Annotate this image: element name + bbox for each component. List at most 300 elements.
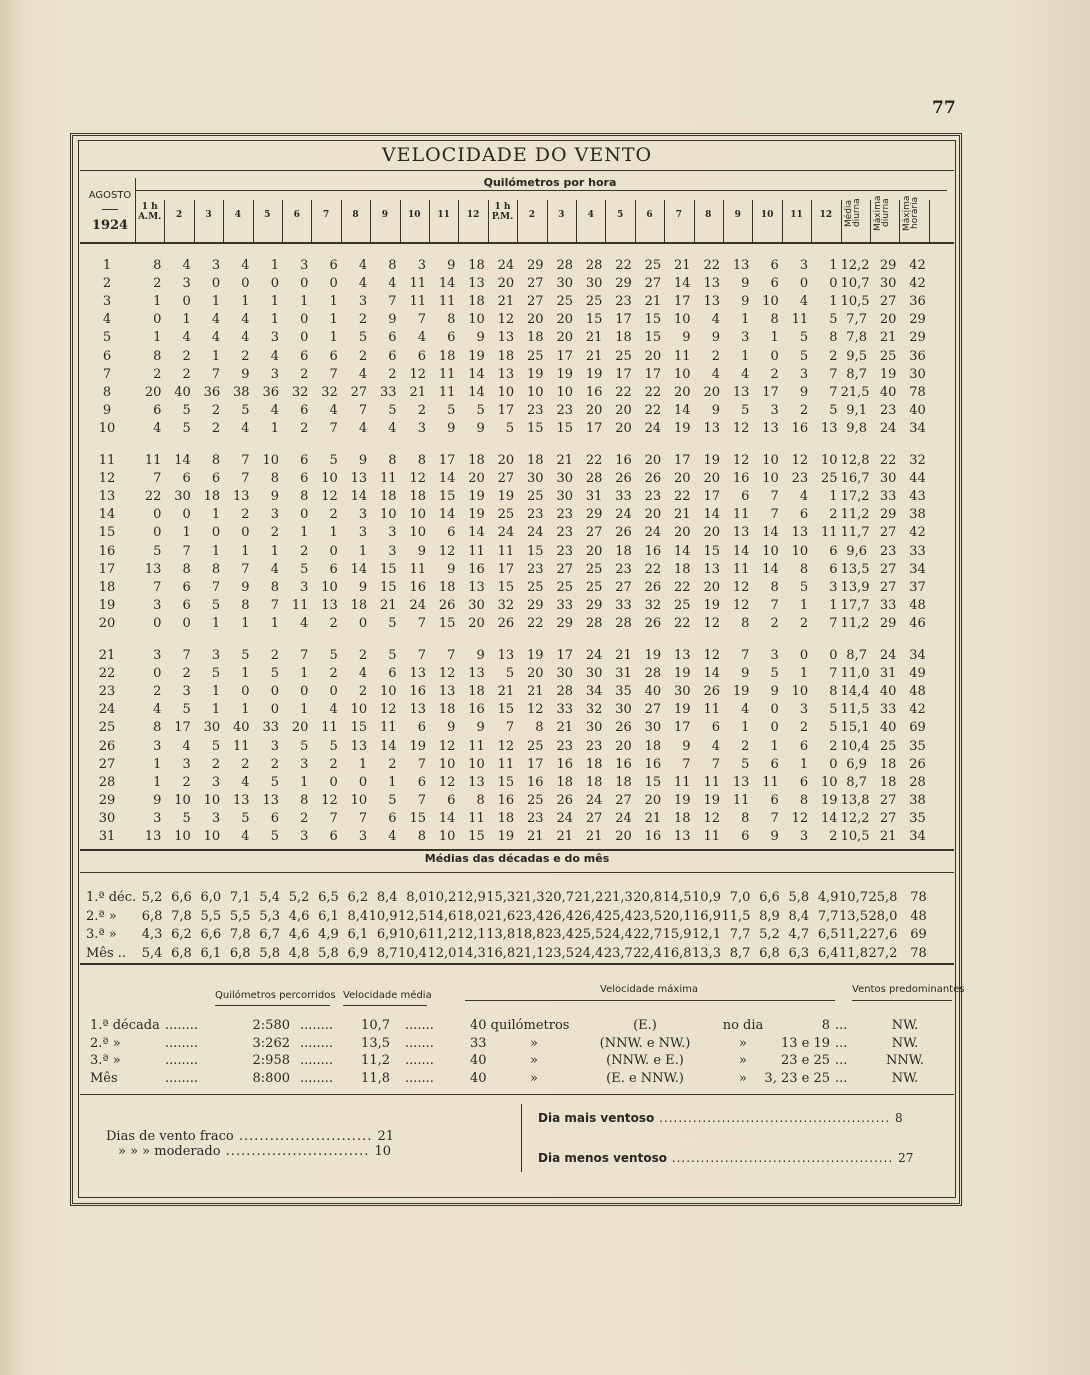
value-cell: 5 [799, 348, 809, 364]
value-cell: 22 [615, 258, 632, 273]
day-number: 17 [98, 561, 116, 577]
value-cell: 28 [585, 258, 603, 273]
value-cell: 2 [300, 366, 309, 382]
value-cell: 23 [556, 402, 573, 418]
value-cell: 13,5 [840, 561, 870, 577]
value-cell: 19 [585, 366, 603, 382]
value-cell: 13 [703, 420, 720, 436]
value-cell: 8 [770, 579, 779, 595]
value-cell: 7 [241, 453, 250, 468]
value-cell: 33 [909, 543, 926, 559]
day-number: 12 [98, 471, 116, 487]
value-cell: 3 [211, 774, 221, 790]
value-cell: 13 [703, 276, 720, 292]
hour-header: 5 [264, 210, 271, 220]
value-cell: 4 [388, 276, 397, 292]
value-cell: 1 [829, 597, 838, 613]
value-cell: 1 [741, 720, 750, 736]
value-cell: 4 [182, 258, 191, 273]
value-cell: 25 [674, 597, 691, 613]
value-cell: 13 [468, 579, 485, 595]
value-cell: 18 [674, 810, 691, 826]
leader-dots: ........ [165, 1018, 199, 1033]
value-cell: 19 [468, 489, 485, 505]
value-cell: 5 [829, 702, 838, 718]
value-cell: 5 [388, 792, 397, 808]
column-rule [841, 200, 842, 242]
value-cell: 26 [644, 471, 662, 487]
value-cell: 18 [468, 294, 485, 310]
value-cell: 7 [770, 507, 779, 523]
means-cell: 26,4 [545, 908, 574, 924]
means-cell: 5,2 [759, 927, 780, 942]
value-cell: 1 [270, 312, 279, 328]
value-cell: 10 [174, 792, 191, 808]
value-cell: 8 [829, 684, 838, 700]
value-cell: 10,7 [840, 276, 870, 292]
column-rule [253, 200, 254, 242]
leader-dots: ........ [300, 1070, 334, 1086]
value-cell: 20 [674, 525, 691, 541]
value-cell: 29 [909, 312, 926, 328]
value-cell: 7 [711, 756, 720, 772]
value-cell: 4 [358, 420, 368, 436]
value-cell: 1 [270, 294, 279, 310]
value-cell: 21 [497, 684, 515, 700]
value-cell: 9 [682, 738, 691, 754]
value-cell: 19 [674, 666, 691, 682]
means-cell: 5,8 [788, 890, 810, 905]
value-cell: 20 [703, 525, 720, 541]
summary-pred: NNW. [886, 1053, 924, 1068]
value-cell: 12 [732, 597, 750, 613]
column-rule [547, 200, 548, 242]
value-cell: 8 [388, 258, 397, 273]
value-cell: 17 [674, 294, 691, 310]
value-cell: 19 [732, 684, 750, 700]
value-cell: 12 [321, 489, 338, 505]
value-cell: 15 [497, 774, 515, 790]
value-cell: 2 [300, 543, 309, 559]
means-cell: 10,9 [368, 908, 398, 924]
value-cell: 6 [300, 471, 309, 487]
value-cell: 7 [417, 312, 426, 328]
day-number: 27 [98, 756, 116, 772]
value-cell: 21 [674, 258, 691, 273]
value-cell: 7 [417, 648, 426, 663]
value-cell: 18 [674, 561, 691, 577]
value-cell: 11,5 [840, 702, 870, 718]
hour-header: 6 [646, 210, 653, 220]
value-cell: 29 [879, 615, 897, 631]
means-cell: 14,3 [456, 945, 486, 961]
value-cell: 34 [909, 561, 926, 577]
ditto-mark: » [530, 1035, 538, 1051]
value-cell: 6 [329, 258, 338, 273]
value-cell: 4 [241, 829, 250, 844]
value-cell: 1 [270, 543, 279, 559]
means-cell: 6,8 [759, 945, 780, 961]
value-cell: 8 [388, 453, 397, 468]
value-cell: 27 [644, 702, 662, 718]
value-cell: 1 [741, 348, 750, 364]
value-cell: 3 [770, 402, 779, 418]
value-cell: 2 [829, 507, 838, 523]
value-cell: 14 [350, 561, 368, 577]
value-cell: 16,7 [840, 471, 870, 487]
value-cell: 2 [270, 525, 279, 541]
value-cell: 21,5 [840, 384, 870, 400]
means-cell: 21,1 [515, 945, 545, 961]
value-cell: 6 [388, 330, 397, 346]
value-cell: 26 [644, 579, 662, 595]
units-header: Quilómetros por hora [483, 176, 617, 189]
value-cell: 43 [909, 489, 926, 505]
value-cell: 3 [182, 756, 191, 772]
summary-pred: NW. [891, 1018, 919, 1033]
value-cell: 33 [615, 597, 632, 613]
value-cell: 6 [300, 402, 309, 418]
value-cell: 25 [615, 348, 632, 364]
value-cell: 1 [241, 615, 250, 631]
footer-rule [80, 1094, 954, 1095]
value-cell: 5 [211, 738, 221, 754]
value-cell: 3 [300, 756, 309, 772]
value-cell: 5 [770, 666, 779, 682]
value-cell: 7 [770, 597, 779, 613]
day-number: 4 [102, 312, 112, 328]
value-cell: 8 [300, 792, 309, 808]
column-rule [458, 200, 459, 242]
value-cell: 15 [497, 702, 515, 718]
value-cell: 23 [879, 402, 897, 418]
value-cell: 0 [770, 720, 779, 736]
means-cell: 7,8 [229, 927, 251, 942]
value-cell: 0 [799, 648, 809, 663]
value-cell: 23 [556, 507, 573, 523]
value-cell: 6 [388, 666, 397, 682]
value-cell: 17 [674, 720, 691, 736]
value-cell: 18 [497, 348, 515, 364]
value-cell: 6 [829, 561, 838, 577]
means-cell: 6,4 [817, 945, 839, 961]
value-cell: 8 [211, 453, 221, 468]
value-cell: 38 [909, 507, 926, 523]
value-cell: 6 [300, 348, 309, 364]
value-cell: 2 [417, 402, 426, 418]
value-cell: 6 [417, 348, 426, 364]
day-number: 8 [102, 384, 112, 400]
value-cell: 13 [350, 738, 368, 754]
value-cell: 2 [153, 276, 162, 292]
value-cell: 10 [350, 702, 368, 718]
means-cell: 7,7 [817, 908, 839, 924]
value-cell: 3 [741, 330, 750, 346]
value-cell: 14 [174, 453, 191, 468]
value-cell: 26 [615, 471, 632, 487]
means-cell: 21,3 [603, 890, 633, 905]
value-cell: 11 [438, 294, 456, 310]
value-cell: 6 [447, 330, 456, 346]
value-cell: 28 [615, 615, 632, 631]
value-cell: 2 [300, 420, 309, 436]
value-cell: 4 [358, 258, 368, 273]
value-cell: 3 [182, 276, 191, 292]
value-cell: 0 [182, 615, 191, 631]
value-cell: 8 [799, 561, 809, 577]
value-cell: 14 [438, 471, 456, 487]
value-cell: 20 [144, 384, 162, 400]
value-cell: 3 [358, 294, 368, 310]
value-cell: 13 [438, 684, 456, 700]
value-cell: 22 [615, 384, 632, 400]
value-cell: 28 [644, 666, 662, 682]
value-cell: 24 [556, 810, 573, 826]
value-cell: 20 [615, 420, 632, 436]
value-cell: 4 [388, 829, 397, 844]
value-cell: 28 [556, 684, 573, 700]
value-cell: 6 [829, 543, 838, 559]
value-cell: 16 [615, 756, 632, 772]
value-cell: 25 [585, 561, 603, 577]
stat-header: Média diurna [843, 198, 862, 228]
value-cell: 7 [241, 561, 250, 577]
value-cell: 3 [153, 648, 162, 663]
value-cell: 7 [417, 615, 426, 631]
value-cell: 1 [270, 420, 279, 436]
value-cell: 24 [585, 648, 603, 663]
means-top-rule [80, 849, 954, 851]
value-cell: 1 [829, 294, 838, 310]
value-cell: 30 [468, 597, 485, 613]
means-cell: 6,5 [318, 890, 339, 905]
hour-header: 9 [381, 210, 389, 220]
value-cell: 11,7 [840, 525, 870, 541]
hour-header: 7 [322, 210, 330, 220]
value-cell: 6 [741, 489, 750, 505]
means-cell: 24,4 [603, 927, 633, 942]
day-number: 22 [98, 666, 116, 682]
means-cell: 4,7 [788, 927, 810, 942]
value-cell: 9,6 [846, 543, 867, 559]
value-cell: 4 [182, 330, 191, 346]
value-cell: 34 [909, 648, 926, 663]
units-rule [135, 190, 947, 191]
means-cell: 6,6 [171, 890, 192, 905]
means-cell: 23,7 [603, 945, 633, 961]
value-cell: 1 [388, 774, 397, 790]
value-cell: 20 [615, 829, 632, 844]
value-cell: 28 [556, 258, 573, 273]
value-cell: 40 [879, 720, 897, 736]
value-cell: 40 [233, 720, 250, 736]
value-cell: 12 [791, 453, 809, 468]
hour-header: 6 [293, 210, 300, 220]
column-rule [400, 200, 401, 242]
means-cell: 4,9 [817, 890, 839, 905]
value-cell: 18 [468, 684, 485, 700]
value-cell: 3 [300, 829, 309, 844]
value-cell: 17 [644, 366, 662, 382]
value-cell: 27 [350, 384, 368, 400]
value-cell: 8 [799, 792, 809, 808]
value-cell: 1 [211, 507, 221, 523]
value-cell: 4 [741, 366, 750, 382]
value-cell: 11 [321, 720, 338, 736]
value-cell: 6 [329, 348, 338, 364]
value-cell: 5 [329, 738, 338, 754]
value-cell: 25 [527, 489, 544, 505]
value-cell: 7 [182, 648, 191, 663]
hour-header: 2 [175, 210, 183, 220]
value-cell: 18 [644, 738, 662, 754]
value-cell: 16 [644, 756, 662, 772]
leader-dots: ....... [405, 1035, 434, 1051]
value-cell: 18 [203, 489, 221, 505]
value-cell: 6 [447, 525, 456, 541]
value-cell: 1 [270, 258, 279, 273]
value-cell: 12,2 [840, 810, 870, 826]
fraco-label: Dias de vento fraco [106, 1129, 234, 1144]
means-cell: 24,4 [574, 945, 604, 961]
means-label: Mês .. [86, 945, 127, 961]
value-cell: 4 [241, 420, 250, 436]
value-cell: 2 [270, 756, 279, 772]
leader-dots: ............................ [220, 1144, 375, 1159]
value-cell: 12 [497, 738, 515, 754]
value-cell: 7 [741, 648, 750, 663]
value-cell: 32 [291, 384, 309, 400]
value-cell: 6 [770, 258, 779, 273]
day-number: 2 [102, 276, 112, 292]
value-cell: 20 [674, 384, 691, 400]
summary-day: 13 e 19 [780, 1035, 830, 1051]
value-cell: 20 [527, 666, 544, 682]
value-cell: 7 [153, 471, 162, 487]
day-number: 18 [98, 579, 116, 595]
value-cell: 19 [468, 507, 485, 523]
means-cell: 15,3 [486, 890, 516, 905]
value-cell: 0 [211, 525, 221, 541]
value-cell: 3 [300, 579, 309, 595]
value-cell: 7 [182, 543, 191, 559]
value-cell: 7 [682, 756, 691, 772]
means-cell: 5,2 [288, 890, 310, 905]
value-cell: 18 [556, 774, 573, 790]
value-cell: 6 [270, 810, 279, 826]
value-cell: 25 [821, 471, 838, 487]
summary-day-pre: » [739, 1035, 747, 1051]
value-cell: 3 [211, 810, 221, 826]
hour-header: 4 [587, 210, 594, 220]
value-cell: 2 [329, 666, 338, 682]
value-cell: 5 [388, 648, 397, 663]
value-cell: 21 [556, 829, 573, 844]
value-cell: 3 [417, 258, 426, 273]
value-cell: 18 [615, 774, 632, 790]
means-cell: 12,1 [456, 927, 486, 942]
value-cell: 27 [879, 294, 897, 310]
value-cell: 13 [762, 420, 779, 436]
value-cell: 1 [241, 294, 250, 310]
value-cell: 30 [909, 366, 926, 382]
value-cell: 69 [909, 720, 926, 736]
header-bottom-rule [80, 242, 954, 244]
means-cell: 20,1 [662, 908, 692, 924]
means-cell: 8,7 [376, 945, 398, 961]
leader-dots: ........ [165, 1053, 199, 1068]
value-cell: 25 [556, 294, 573, 310]
value-cell: 9 [741, 294, 750, 310]
day-number: 21 [98, 648, 116, 663]
day-number: 29 [98, 792, 116, 808]
means-cell: 20,8 [633, 890, 663, 905]
value-cell: 8 [300, 489, 309, 505]
value-cell: 30 [879, 276, 897, 292]
summary-dir: (NNW. e NW.) [599, 1035, 691, 1051]
value-cell: 13 [703, 561, 720, 577]
means-cell: 22,4 [633, 945, 663, 961]
value-cell: 17 [174, 720, 191, 736]
value-cell: 33 [262, 720, 279, 736]
value-cell: 34 [585, 684, 603, 700]
value-cell: 22 [703, 258, 720, 273]
value-cell: 4 [329, 702, 338, 718]
value-cell: 7 [300, 648, 309, 663]
value-cell: 11,2 [840, 615, 870, 631]
moderado-row [118, 1144, 391, 1159]
hour-header: 1 h P.M. [491, 202, 514, 222]
value-cell: 11 [409, 276, 426, 292]
value-cell: 9,1 [846, 402, 867, 418]
value-cell: 38 [233, 384, 250, 400]
means-cell: 20,7 [545, 890, 574, 905]
value-cell: 1 [829, 489, 838, 505]
value-cell: 13 [732, 774, 750, 790]
max-header: Velocidade máxima [600, 984, 698, 995]
means-cell: 6,0 [200, 890, 222, 905]
value-cell: 4 [358, 276, 368, 292]
value-cell: 6 [329, 561, 338, 577]
means-cell: 8,9 [759, 908, 780, 924]
value-cell: 22 [879, 453, 897, 468]
value-cell: 3 [388, 543, 397, 559]
value-cell: 0 [300, 276, 309, 292]
value-cell: 10 [262, 453, 279, 468]
value-cell: 16 [644, 543, 662, 559]
value-cell: 9 [770, 829, 779, 844]
means-cell: 27,6 [868, 927, 898, 942]
value-cell: 1 [799, 597, 809, 613]
summary-day: 23 e 25 [780, 1053, 830, 1068]
day-number: 31 [98, 829, 116, 844]
means-cell: 25,5 [574, 927, 604, 942]
means-cell: 15,9 [662, 927, 692, 942]
value-cell: 26 [703, 684, 720, 700]
value-cell: 8 [535, 720, 544, 736]
value-cell: 11 [732, 507, 750, 523]
value-cell: 27 [644, 276, 662, 292]
value-cell: 22 [527, 615, 544, 631]
means-cell: 6,8 [171, 945, 192, 961]
value-cell: 18 [438, 579, 456, 595]
value-cell: 25 [497, 507, 515, 523]
value-cell: 34 [909, 829, 926, 844]
value-cell: 8 [270, 471, 279, 487]
value-cell: 6 [417, 720, 426, 736]
column-rule [282, 200, 283, 242]
value-cell: 2 [153, 366, 162, 382]
